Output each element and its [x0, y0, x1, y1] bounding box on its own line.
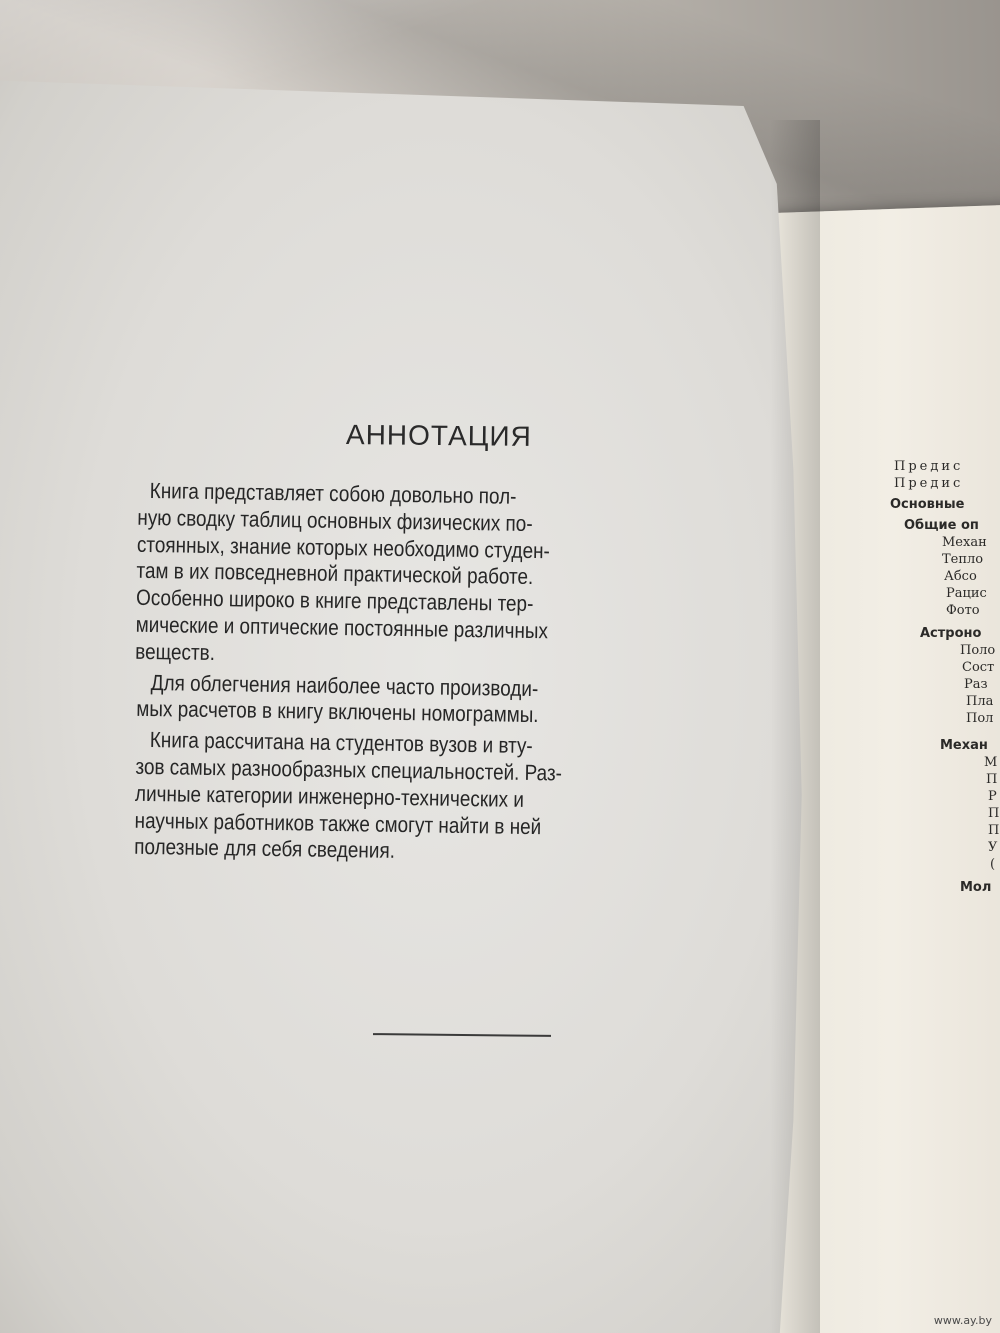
toc-line: Общие оп [904, 518, 979, 533]
text-line: зов самых разнообразных специальностей. Раз- [135, 753, 563, 786]
toc-line: ( [990, 857, 996, 872]
toc-line: Абсо [944, 569, 977, 584]
text-line: полезные для себя сведения. [134, 834, 396, 864]
text-line: Книга рассчитана на студентов вузов и вту- [149, 727, 533, 759]
toc-line: П [988, 806, 1000, 821]
toc-line: Предис [894, 459, 964, 474]
toc-line: Поло [960, 643, 996, 658]
toc-line: Мол [960, 880, 992, 895]
toc-line: Рацис [946, 586, 987, 601]
toc-line: М [984, 755, 998, 770]
text-line: Особенно широко в книге представлены тер- [135, 584, 534, 617]
toc-line: Тепло [942, 552, 984, 567]
text-line: мых расчетов в книгу включены номограммы. [136, 696, 539, 728]
toc-line: Раз [964, 677, 988, 692]
text-line: веществ. [135, 638, 216, 665]
text-line: там в их повседневной практической работе. [136, 558, 534, 590]
text-line: личные категории инженерно-технических и [134, 780, 525, 812]
toc-line: Пол [966, 711, 994, 726]
toc-line: Астроно [920, 626, 982, 641]
show-through-print [180, 320, 600, 430]
text-line: ную сводку таблиц основных физических по- [137, 504, 533, 536]
text-line: Книга представляет собою довольно пол- [149, 478, 517, 509]
toc-line: П [988, 823, 1000, 838]
table-of-contents-fragment [890, 458, 1000, 896]
annotation-heading: АННОТАЦИЯ [345, 419, 532, 452]
toc-line: П [986, 772, 998, 787]
text-line: научных работников также смогут найти в ней [134, 807, 542, 839]
toc-line: Сост [962, 660, 995, 675]
text-line: мические и оптические постоянные различных [135, 611, 549, 644]
toc-line: Предис [894, 476, 964, 491]
toc-line: Р [988, 789, 997, 804]
toc-line: Механ [942, 535, 987, 550]
text-line: Для облегчения наиболее часто производи- [150, 669, 539, 701]
toc-line: Пла [966, 694, 994, 709]
toc-line: У [988, 840, 998, 855]
annotation-text [134, 478, 770, 871]
toc-line: Механ [940, 738, 988, 753]
toc-line: Фото [946, 603, 980, 618]
toc-line: Основные [890, 497, 965, 512]
text-line: стоянных, знание которых необходимо студен- [136, 531, 551, 563]
watermark: www.ay.by [933, 1314, 992, 1327]
